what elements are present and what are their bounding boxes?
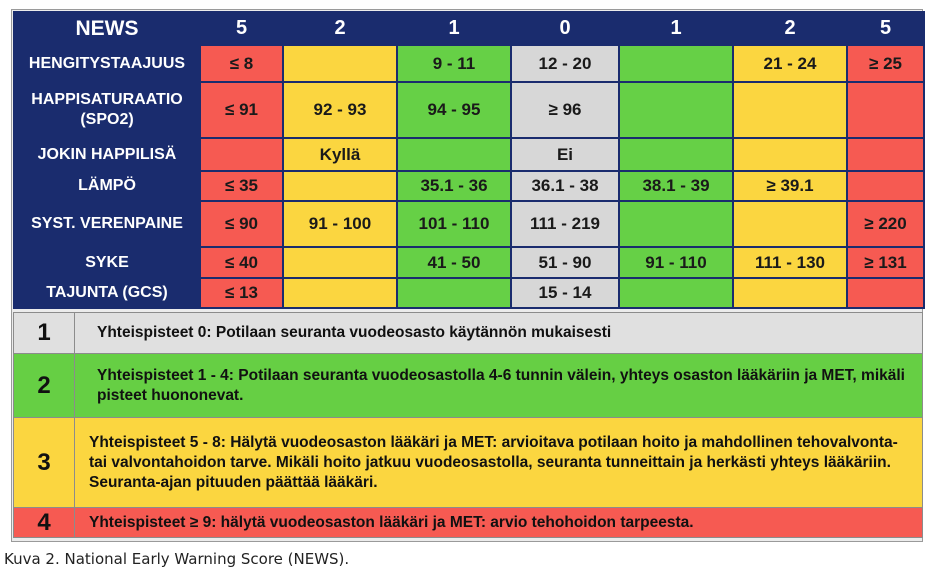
legend-text: Yhteispisteet 0: Potilaan seuranta vuodeosasto käytännön mukaisesti: [97, 324, 612, 341]
table-cell: [619, 82, 733, 138]
table-row: [14, 247, 924, 278]
row-label: HAPPISATURAATIO (SPO2): [14, 82, 200, 138]
table-cell: 41 - 50: [397, 247, 511, 278]
table-cell: 111 - 130: [733, 247, 847, 278]
table-row: [14, 45, 924, 82]
table-cell: [283, 278, 397, 308]
table-cell: 51 - 90: [511, 247, 619, 278]
row-label: JOKIN HAPPILISÄ: [14, 138, 200, 171]
table-cell: [733, 138, 847, 171]
legend-number: 4: [14, 508, 75, 537]
row-label: LÄMPÖ: [14, 171, 200, 201]
table-cell: [283, 171, 397, 201]
table-cell: ≥ 220: [847, 201, 924, 247]
table-cell: 36.1 - 38: [511, 171, 619, 201]
table-row: [14, 201, 924, 247]
table-cell: [733, 201, 847, 247]
table-cell: 111 - 219: [511, 201, 619, 247]
header-score: 5: [847, 12, 924, 45]
news-score-table: [13, 11, 925, 309]
header-score: 1: [397, 12, 511, 45]
table-cell: Ei: [511, 138, 619, 171]
table-cell: [200, 138, 283, 171]
table-cell: ≤ 35: [200, 171, 283, 201]
row-label: SYKE: [14, 247, 200, 278]
table-row: [14, 138, 924, 171]
table-cell: 91 - 100: [283, 201, 397, 247]
score-legend: [13, 312, 923, 538]
table-cell: 9 - 11: [397, 45, 511, 82]
table-header-row: [14, 12, 924, 45]
table-cell: [733, 278, 847, 308]
table-cell: ≤ 91: [200, 82, 283, 138]
table-cell: [733, 82, 847, 138]
table-cell: [397, 138, 511, 171]
legend-text: Yhteispisteet 1 - 4: Potilaan seuranta vuodeosastolla 4-6 tunnin välein, yhteys osaston lääkäriin ja MET, mikäli pisteet huononevat.: [97, 366, 905, 404]
header-score: 2: [283, 12, 397, 45]
table-cell: 101 - 110: [397, 201, 511, 247]
table-cell: ≤ 40: [200, 247, 283, 278]
table-cell: [619, 45, 733, 82]
table-cell: 15 - 14: [511, 278, 619, 308]
table-cell: 92 - 93: [283, 82, 397, 138]
header-score: 2: [733, 12, 847, 45]
legend-number: 1: [14, 313, 75, 353]
table-cell: ≤ 8: [200, 45, 283, 82]
table-cell: [283, 45, 397, 82]
table-cell: 35.1 - 36: [397, 171, 511, 201]
table-cell: [847, 278, 924, 308]
header-news: NEWS: [14, 12, 200, 45]
legend-text: Yhteispisteet 5 - 8: Hälytä vuodeosaston lääkäri ja MET: arvioitava potilaan hoito ja mahdollinen tehovalvonta- tai valvontahoidon tarve. Mikäli hoito jatkuu vuodeosastolla, seuranta tunneittain ja herkästi yhteys lääkäriin. Seuranta-ajan pituuden päättää lääkäri.: [89, 433, 898, 491]
table-cell: [619, 278, 733, 308]
table-cell: ≤ 90: [200, 201, 283, 247]
table-row: [14, 82, 924, 138]
table-cell: ≥ 96: [511, 82, 619, 138]
table-cell: ≥ 25: [847, 45, 924, 82]
row-label: TAJUNTA (GCS): [14, 278, 200, 308]
header-score: 0: [511, 12, 619, 45]
table-cell: [283, 247, 397, 278]
legend-text: Yhteispisteet ≥ 9: hälytä vuodeosaston lääkäri ja MET: arvio tehohoidon tarpeesta.: [89, 513, 694, 531]
table-cell: ≥ 39.1: [733, 171, 847, 201]
row-label: SYST. VERENPAINE: [14, 201, 200, 247]
table-cell: 91 - 110: [619, 247, 733, 278]
table-row: [14, 278, 924, 308]
table-cell: ≥ 131: [847, 247, 924, 278]
table-cell: ≤ 13: [200, 278, 283, 308]
table-cell: 94 - 95: [397, 82, 511, 138]
legend-number: 3: [14, 418, 75, 507]
table-cell: [847, 171, 924, 201]
row-label: HENGITYSTAAJUUS: [14, 45, 200, 82]
table-cell: [397, 278, 511, 308]
figure-caption: Kuva 2. National Early Warning Score (NEWS).: [4, 550, 350, 568]
table-cell: 38.1 - 39: [619, 171, 733, 201]
table-cell: 21 - 24: [733, 45, 847, 82]
table-cell: 12 - 20: [511, 45, 619, 82]
legend-row: [13, 312, 923, 354]
table-cell: [619, 138, 733, 171]
legend-row: [13, 354, 923, 418]
table-cell: Kyllä: [283, 138, 397, 171]
table-row: [14, 171, 924, 201]
table-cell: [619, 201, 733, 247]
legend-row: [13, 508, 923, 538]
header-score: 5: [200, 12, 283, 45]
table-cell: [847, 138, 924, 171]
legend-number: 2: [14, 354, 75, 417]
table-cell: [847, 82, 924, 138]
legend-row: [13, 418, 923, 508]
header-score: 1: [619, 12, 733, 45]
